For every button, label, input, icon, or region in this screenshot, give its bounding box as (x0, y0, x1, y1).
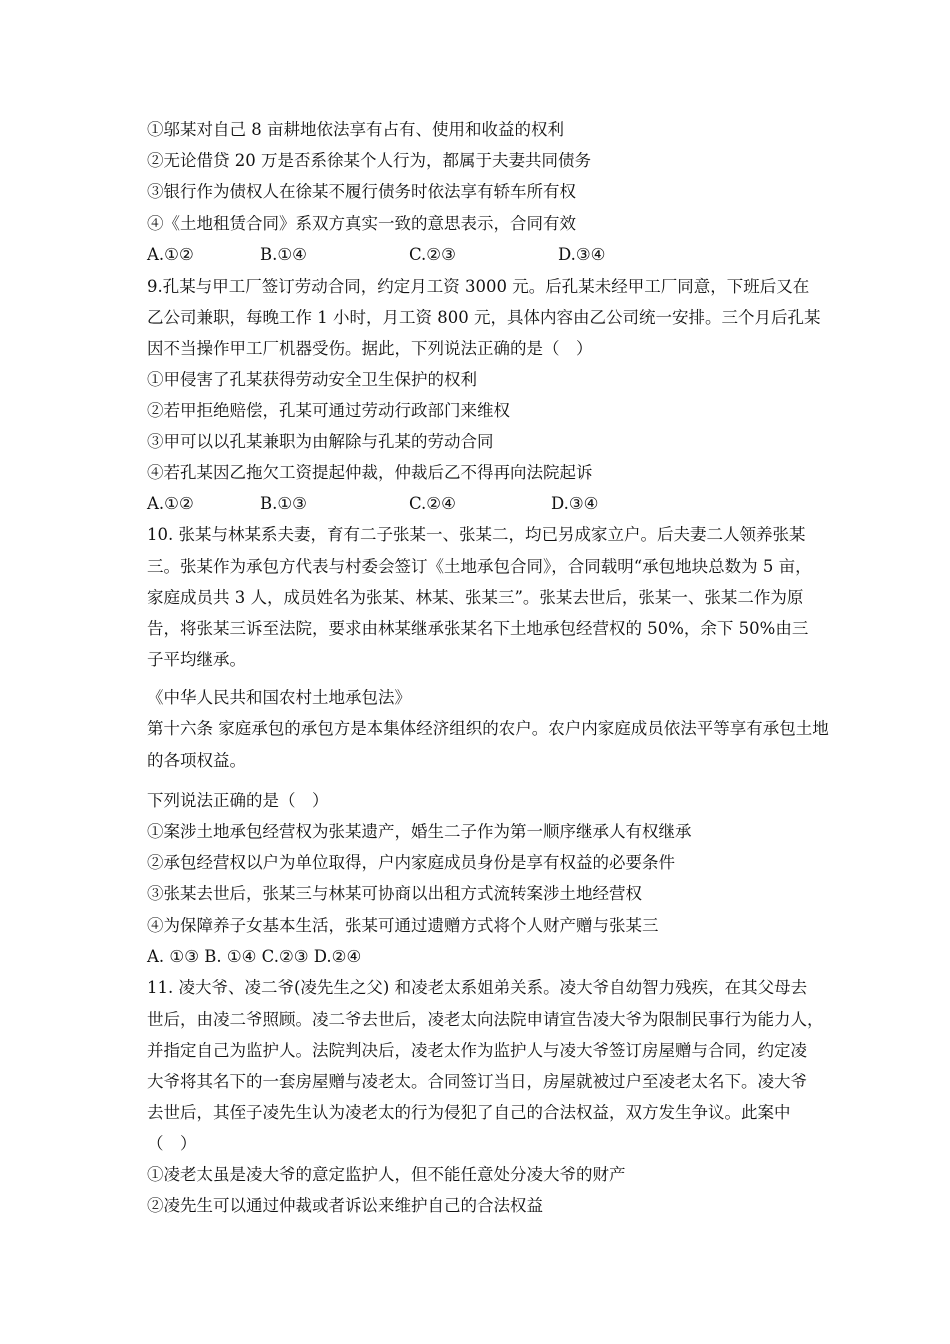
q10-stem-line-5: 子平均继承。 (147, 650, 246, 669)
q9-stem-line-1: 9.孔某与甲工厂签订劳动合同，约定月工资 3000 元。后孔某未经甲工厂同意，下班后又在 (147, 277, 810, 296)
q9-item-1: ①甲侵害了孔某获得劳动安全卫生保护的权利 (147, 370, 477, 389)
q9-stem-line-3: 因不当操作甲工厂机器受伤。据此，下列说法正确的是（ ） (147, 339, 593, 358)
q8-item-3: ③银行作为债权人在徐某不履行债务时依法享有轿车所有权 (147, 182, 576, 201)
q11-stem-line-2: 世后，由凌二爷照顾。凌二爷去世后，凌老太向法院申请宣告凌大爷为限制民事行为能力人， (147, 1010, 824, 1029)
q11-stem-line-5: 去世后，其侄子凌先生认为凌老太的行为侵犯了自己的合法权益，双方发生争议。此案中 (147, 1103, 791, 1122)
q9-option-c: C.②④ (409, 494, 456, 513)
q10-stem-line-1: 10. 张某与林某系夫妻，育有二子张某一、张某二，均已另成家立户。后夫妻二人领养张某 (147, 525, 806, 544)
q11-stem-line-4: 大爷将其名下的一套房屋赠与凌老太。合同签订当日，房屋就被过户至凌老太名下。凌大爷 (147, 1072, 807, 1091)
q11-stem-line-6: （ ） (147, 1134, 197, 1153)
q9-item-4: ④若孔某因乙拖欠工资提起仲裁，仲裁后乙不得再向法院起诉 (147, 463, 593, 482)
q8-option-d: D.③④ (558, 245, 606, 264)
q11-item-2: ②凌先生可以通过仲裁或者诉讼来维护自己的合法权益 (147, 1196, 543, 1215)
q10-options: A. ①③ B. ①④ C.②③ D.②④ (147, 947, 362, 966)
q8-item-1: ①邬某对自己 8 亩耕地依法享有占有、使用和收益的权利 (147, 120, 564, 139)
q10-item-3: ③张某去世后，张某三与林某可协商以出租方式流转案涉土地经营权 (147, 884, 642, 903)
q11-stem-line-1: 11. 凌大爷、凌二爷(凌先生之父) 和凌老太系姐弟关系。凌大爷自幼智力残疾，在其父母去 (147, 978, 808, 997)
q9-option-b: B.①③ (260, 494, 307, 513)
q9-option-d: D.③④ (551, 494, 599, 513)
q8-option-a: A.①② (147, 245, 194, 264)
q11-stem-line-3: 并指定自己为监护人。法院判决后，凌老太作为监护人与凌大爷签订房屋赠与合同，约定凌 (147, 1041, 807, 1060)
q9-option-a: A.①② (147, 494, 194, 513)
q8-item-2: ②无论借贷 20 万是否系徐某个人行为，都属于夫妻共同债务 (147, 151, 591, 170)
q10-law-text-line-2: 的各项权益。 (147, 751, 246, 770)
q10-item-1: ①案涉土地承包经营权为张某遗产，婚生二子作为第一顺序继承人有权继承 (147, 822, 692, 841)
q10-law-text-line-1: 第十六条 家庭承包的承包方是本集体经济组织的农户。农户内家庭成员依法平等享有承包土地 (147, 719, 829, 738)
q10-question: 下列说法正确的是（ ） (147, 791, 329, 810)
q10-item-2: ②承包经营权以户为单位取得，户内家庭成员身份是享有权益的必要条件 (147, 853, 675, 872)
q10-law-title: 《中华人民共和国农村土地承包法》 (147, 688, 411, 707)
q8-option-c: C.②③ (409, 245, 456, 264)
q8-option-b: B.①④ (260, 245, 307, 264)
q11-item-1: ①凌老太虽是凌大爷的意定监护人，但不能任意处分凌大爷的财产 (147, 1165, 626, 1184)
q10-item-4: ④为保障养子女基本生活，张某可通过遗赠方式将个人财产赠与张某三 (147, 916, 659, 935)
q8-item-4: ④《土地租赁合同》系双方真实一致的意思表示，合同有效 (147, 214, 576, 233)
q9-item-2: ②若甲拒绝赔偿，孔某可通过劳动行政部门来维权 (147, 401, 510, 420)
q9-item-3: ③甲可以以孔某兼职为由解除与孔某的劳动合同 (147, 432, 494, 451)
q10-stem-line-3: 家庭成员共 3 人，成员姓名为张某、林某、张某三”。张某去世后，张某一、张某二作为原 (147, 588, 804, 607)
q10-stem-line-4: 告，将张某三诉至法院，要求由林某继承张某名下土地承包经营权的 50%，余下 50%由三 (147, 619, 809, 638)
q9-stem-line-2: 乙公司兼职，每晚工作 1 小时，月工资 800 元，具体内容由乙公司统一安排。三个月后孔某 (147, 308, 821, 327)
q10-stem-line-2: 三。张某作为承包方代表与村委会签订《土地承包合同》，合同载明“承包地块总数为 5 亩， (147, 557, 812, 576)
